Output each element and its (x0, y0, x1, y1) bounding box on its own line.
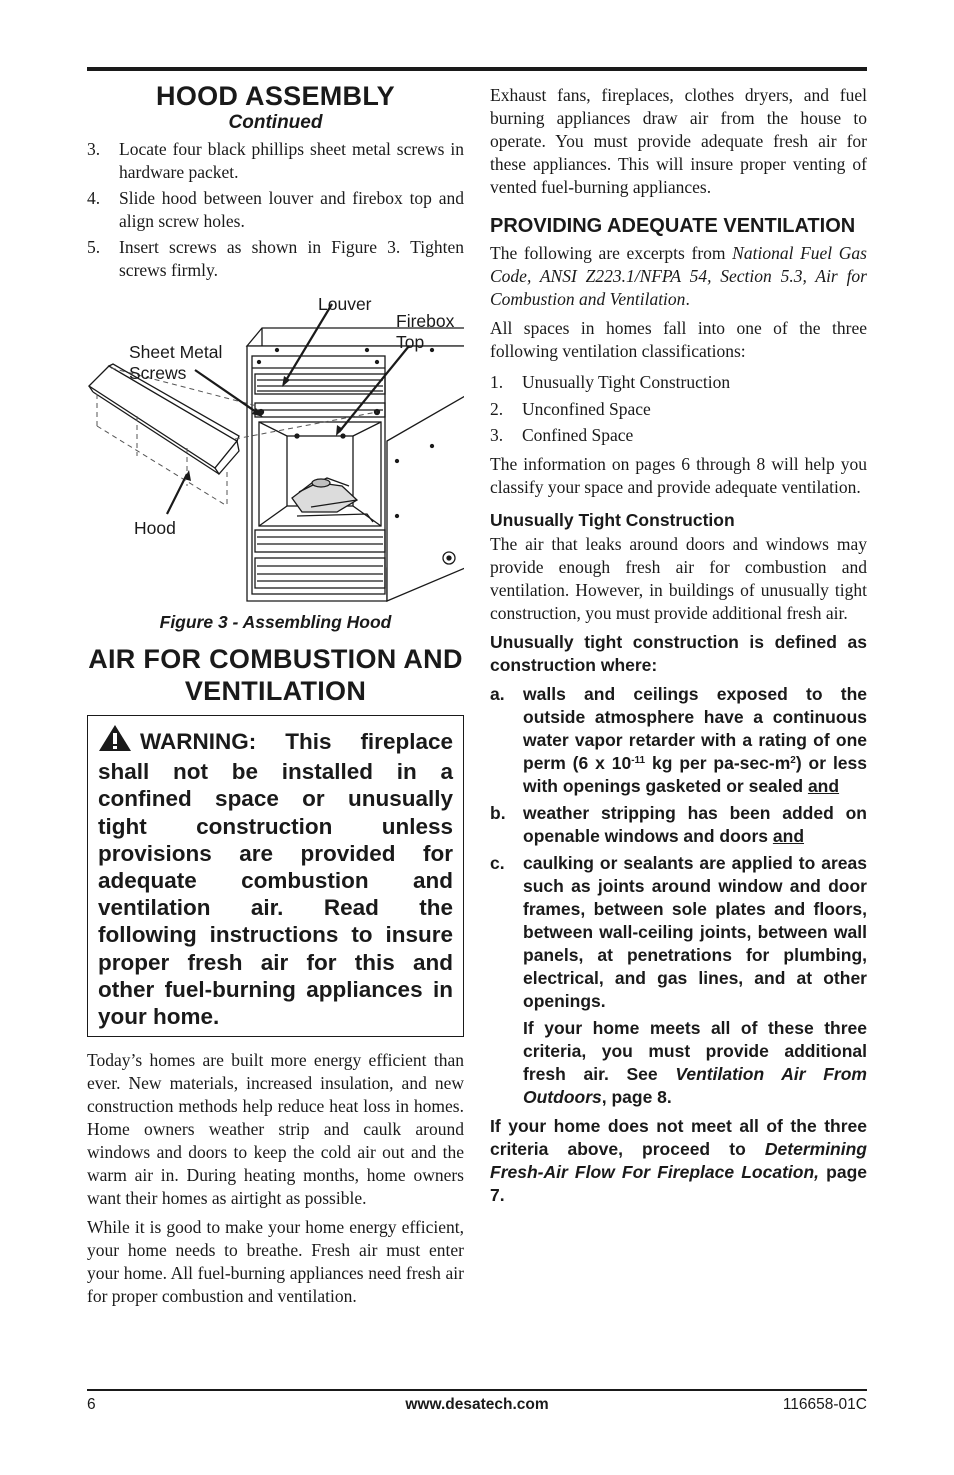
item-letter: a. (490, 683, 505, 704)
step-number: 3. (87, 139, 101, 159)
left-column (87, 80, 464, 1314)
criteria-item-a (490, 683, 867, 798)
item-number: 1. (490, 372, 504, 392)
air-for-combustion-heading: AIR FOR COMBUSTION AND VENTILATION (88, 644, 463, 706)
warning-box (87, 715, 464, 1037)
breathe-paragraph: While it is good to make your home energy efficient, your home needs to breathe. Fresh air must enter your home. All fuel-burning appliances need fresh air for proper combustion and ventilation. (87, 1217, 464, 1307)
text-part: walls and ceilings exposed to the outside atmosphere have a continuous water vapor retarder with a rating of one perm (6 x 10 (523, 683, 867, 773)
step-text: Insert screws as shown in Figure 3. Tighten screws firmly. (119, 237, 464, 280)
step-text: Locate four black phillips sheet metal screws in hardware packet. (119, 139, 464, 182)
figure-caption: Figure 3 - Assembling Hood (159, 612, 392, 632)
tight-construction-paragraph: The air that leaks around doors and windows may provide enough fresh air for combustion and ventilation. However, in buildings of unusually tight construction, you must provide additional fresh air. (490, 533, 867, 623)
list-item (490, 369, 867, 396)
list-item (490, 396, 867, 423)
text-part: ) or less with openings gasketed or sealed (523, 752, 868, 796)
top-rule (87, 67, 867, 71)
underlined-and: and (772, 825, 805, 846)
text-part: weather stripping has been added on openable windows and doors (523, 802, 867, 846)
item-text (523, 683, 867, 798)
item-text: Unconfined Space (522, 398, 651, 419)
footer-rule (87, 1389, 867, 1391)
text-part: kg per pa-sec-m (645, 752, 791, 773)
website-url: www.desatech.com (405, 1396, 549, 1413)
item-number: 2. (490, 398, 504, 419)
tight-construction-heading: Unusually Tight Construction (490, 509, 735, 530)
continued-subheading: Continued (228, 112, 323, 133)
assembly-steps (87, 138, 464, 282)
item-letter: b. (490, 802, 506, 823)
item-text: caulking or sealants are applied to areas such as joints around window and door frames, between sole plates and floors, between wall-ceiling joints, between wall panels, at penetrations for plumbing, electrical, and gas lines, and at other openings. (523, 852, 867, 1011)
firebox-top-label: Firebox Top (396, 311, 455, 352)
list-item (87, 138, 464, 184)
definition-paragraph: Unusually tight construction is defined as construction where: (490, 631, 867, 675)
text-part: If your home does not meet all of the three criteria above, proceed to (490, 1115, 867, 1159)
louver-label: Louver (318, 294, 372, 314)
list-item (490, 422, 867, 449)
warning-triangle-icon (98, 724, 132, 758)
document-number: 116658-01C (782, 1396, 867, 1413)
step-number: 5. (87, 237, 101, 257)
text-part: , page 8. (601, 1086, 672, 1107)
text-part: If your home meets all of these three criteria, you must provide additional fresh air. See (523, 1017, 867, 1084)
hood-label: Hood (134, 518, 176, 538)
item-letter: c. (490, 852, 505, 873)
list-item (87, 187, 464, 233)
figure-3-hood-diagram (87, 286, 464, 606)
meets-criteria-paragraph (523, 1017, 867, 1109)
excerpt-source: National Fuel Gas Code, ANSI Z223.1/NFPA 54, Section 5.3, Air for Combustion and Ventilation (490, 243, 867, 309)
not-meet-criteria-paragraph (490, 1115, 867, 1207)
excerpt-end: . (685, 289, 690, 309)
item-text: Unusually Tight Construction (522, 372, 731, 392)
classification-list (490, 369, 867, 449)
step-number: 4. (87, 188, 101, 208)
classifications-intro: All spaces in homes fall into one of the three following ventilation classifications: (490, 318, 867, 361)
criteria-item-b (490, 802, 867, 848)
superscript: 2 (790, 754, 796, 766)
right-column (490, 84, 867, 1213)
criteria-list (490, 683, 867, 1013)
criteria-item-c (490, 852, 867, 1013)
sheet-metal-screws-label: Sheet Metal Screws (129, 342, 223, 383)
text-part: page 7. (490, 1161, 867, 1205)
list-item (87, 236, 464, 282)
exhaust-paragraph: Exhaust fans, fireplaces, clothes dryers, and fuel burning appliances draw air from the house to operate. You must provide adequate fresh air for these appliances. This will insure proper venting of vented fuel-burning appliances. (490, 85, 867, 197)
warning-text: WARNING: This fireplace shall not be installed in a confined space or unusually tight construction unless provisions are provided for adequate combustion and ventilation air. Read the following instructions to insure proper fresh air for this and other fuel-burning appliances in your home. (98, 729, 453, 1030)
underlined-and: and (807, 775, 840, 796)
excerpt-lead: The following are excerpts from (490, 243, 733, 263)
pages-info-paragraph: The information on pages 6 through 8 will help you classify your space and provide adequate ventilation. (490, 453, 867, 497)
cross-reference: Ventilation Air From Outdoors (523, 1063, 867, 1107)
item-text: Confined Space (522, 425, 634, 445)
item-number: 3. (490, 425, 504, 445)
cross-reference: Determining Fresh-Air Flow For Fireplace Location, (490, 1138, 867, 1182)
step-text: Slide hood between louver and firebox top and align screw holes. (119, 188, 464, 231)
superscript: -11 (631, 754, 646, 766)
page-number: 6 (87, 1396, 96, 1413)
item-text (523, 802, 867, 848)
hood-assembly-heading: HOOD ASSEMBLY (156, 81, 395, 111)
providing-ventilation-heading: PROVIDING ADEQUATE VENTILATION (490, 215, 856, 237)
excerpt-paragraph (490, 242, 867, 311)
energy-efficiency-paragraph: Today’s homes are built more energy efficient than ever. New materials, increased insulation, and new construction methods help reduce heat loss in homes. Home owners weather strip and caulk around windows and doors to keep the cold air out and the warm air in. During heating months, home owners want their homes as airtight as possible. (87, 1050, 464, 1209)
